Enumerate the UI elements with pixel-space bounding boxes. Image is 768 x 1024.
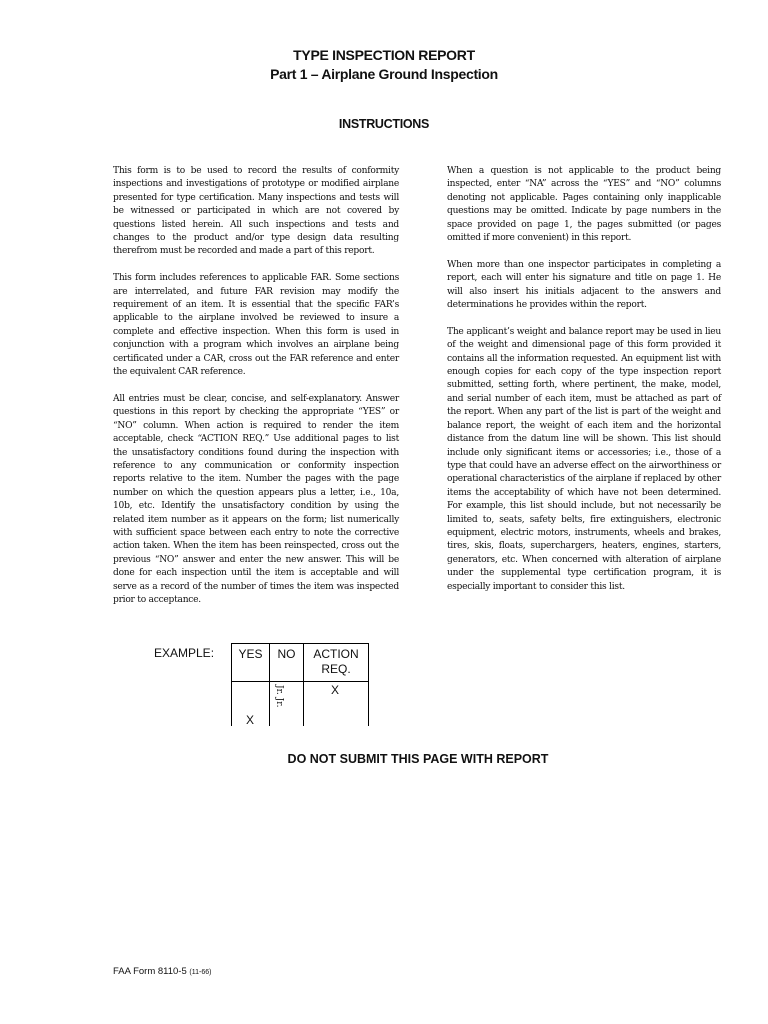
yes-check-mark: X xyxy=(246,713,255,727)
example-table xyxy=(231,643,369,726)
action-cell xyxy=(304,682,369,727)
yes-column-header: YES xyxy=(232,644,270,682)
report-title: TYPE INSPECTION REPORT xyxy=(293,47,475,63)
form-identifier xyxy=(113,966,211,977)
paragraph: The applicant’s weight and balance report may be used in lieu of the weight and dimensional page of this form provided it contains all the information requested. An equipment list with enough copies for each copy of the type inspection report submitted, setting forth, where pertinent, the make, model, and serial number of each item, must be attached as part of the report. When any part of the list is part of the weight and balance report, the weight of each item and the horizontal distance from the datum line will be shown. This list should include only significant items or accessories; i.e., those of a type that could have an adverse effect on the airworthiness or operational characteristics of the airplane if replaced by other items the acceptability of which have not been determined. For example, this list should include, but not necessarily be limited to, seats, safety belts, fire extinguishers, electronic equipment, electric motors, instruments, wheels and brakes, tires, skis, floats, superchargers, heaters, engines, starters, generators, etc. When concerned with alteration of airplane under the supplemental type certification program, it is especially important to consider this list. xyxy=(447,326,721,592)
footer-note: DO NOT SUBMIT THIS PAGE WITH REPORT xyxy=(287,752,549,766)
section-heading: INSTRUCTIONS xyxy=(338,117,430,131)
action-req-label: ACTION REQ. xyxy=(313,647,359,676)
no-cell xyxy=(270,682,304,727)
no-column-header: NO xyxy=(270,644,304,682)
no-initials-mark: Jr. Jr. xyxy=(274,685,284,708)
paragraph: When more than one inspector participates in completing a report, each will enter his signature and title on page 1. He will also insert his initials adjacent to the answers and determinations he provides within the report. xyxy=(447,259,721,311)
paragraph: This form includes references to applicable FAR. Some sections are interrelated, and future FAR revision may modify the requirement of an item. It is essential that the specific FAR’s applicable to the airplane involved be reviewed to insure a complete and effective inspection. When this form is used in conjunction with a program which involves an airplane being certificated under a CAR, cross out the FAR reference and enter the equivalent CAR reference. xyxy=(113,273,399,378)
form-number: FAA Form 8110-5 xyxy=(113,966,187,977)
paragraph: When a question is not applicable to the product being inspected, enter “NA” across the “YES” and “NO” columns denoting not applicable. Pages containing only inapplicable questions may be omitted. Indicate by page numbers in the space provided on page 1, the pages submitted (or pages omitted if more convenient) in this report. xyxy=(447,166,721,244)
example-label: EXAMPLE: xyxy=(154,646,215,660)
left-text-column xyxy=(113,165,399,621)
action-check-mark: X xyxy=(331,683,340,697)
paragraph: This form is to be used to record the results of conformity inspections and investigations of prototype or modified airplane presented for type certification. Many inspections and tests will be witnessed or participated in which are not covered by questions listed herein. All such inspections and tests and changes to the product and/or type design data resulting therefrom must be recorded and made a part of this report. xyxy=(113,166,399,257)
yes-cell xyxy=(232,682,270,727)
paragraph: All entries must be clear, concise, and self-explanatory. Answer questions in this report by checking the appropriate “YES” or “NO” column. When action is required to render the item acceptable, check “ACTION REQ.” Use additional pages to list the unsatisfactory conditions found during the inspection with reference to any communication or conformity inspection reports relative to the item. Number the pages with the page number on which the question appears plus a letter, i.e., 10a, 10b, etc. Identify the unsatisfactory condition by using the related item number as it appears on the form; list numerically with sufficient space between each entry to note the corrective action taken. When the item has been reinspected, cross out the previous “NO” answer and enter the new answer. This will be done for each inspection until the item is acceptable and will serve as a record of the number of times the item was inspected prior to acceptance. xyxy=(113,393,399,605)
form-date: (11-66) xyxy=(189,969,212,976)
report-subtitle: Part 1 – Airplane Ground Inspection xyxy=(270,66,498,82)
right-text-column xyxy=(447,165,721,607)
action-req-column-header xyxy=(304,644,369,682)
